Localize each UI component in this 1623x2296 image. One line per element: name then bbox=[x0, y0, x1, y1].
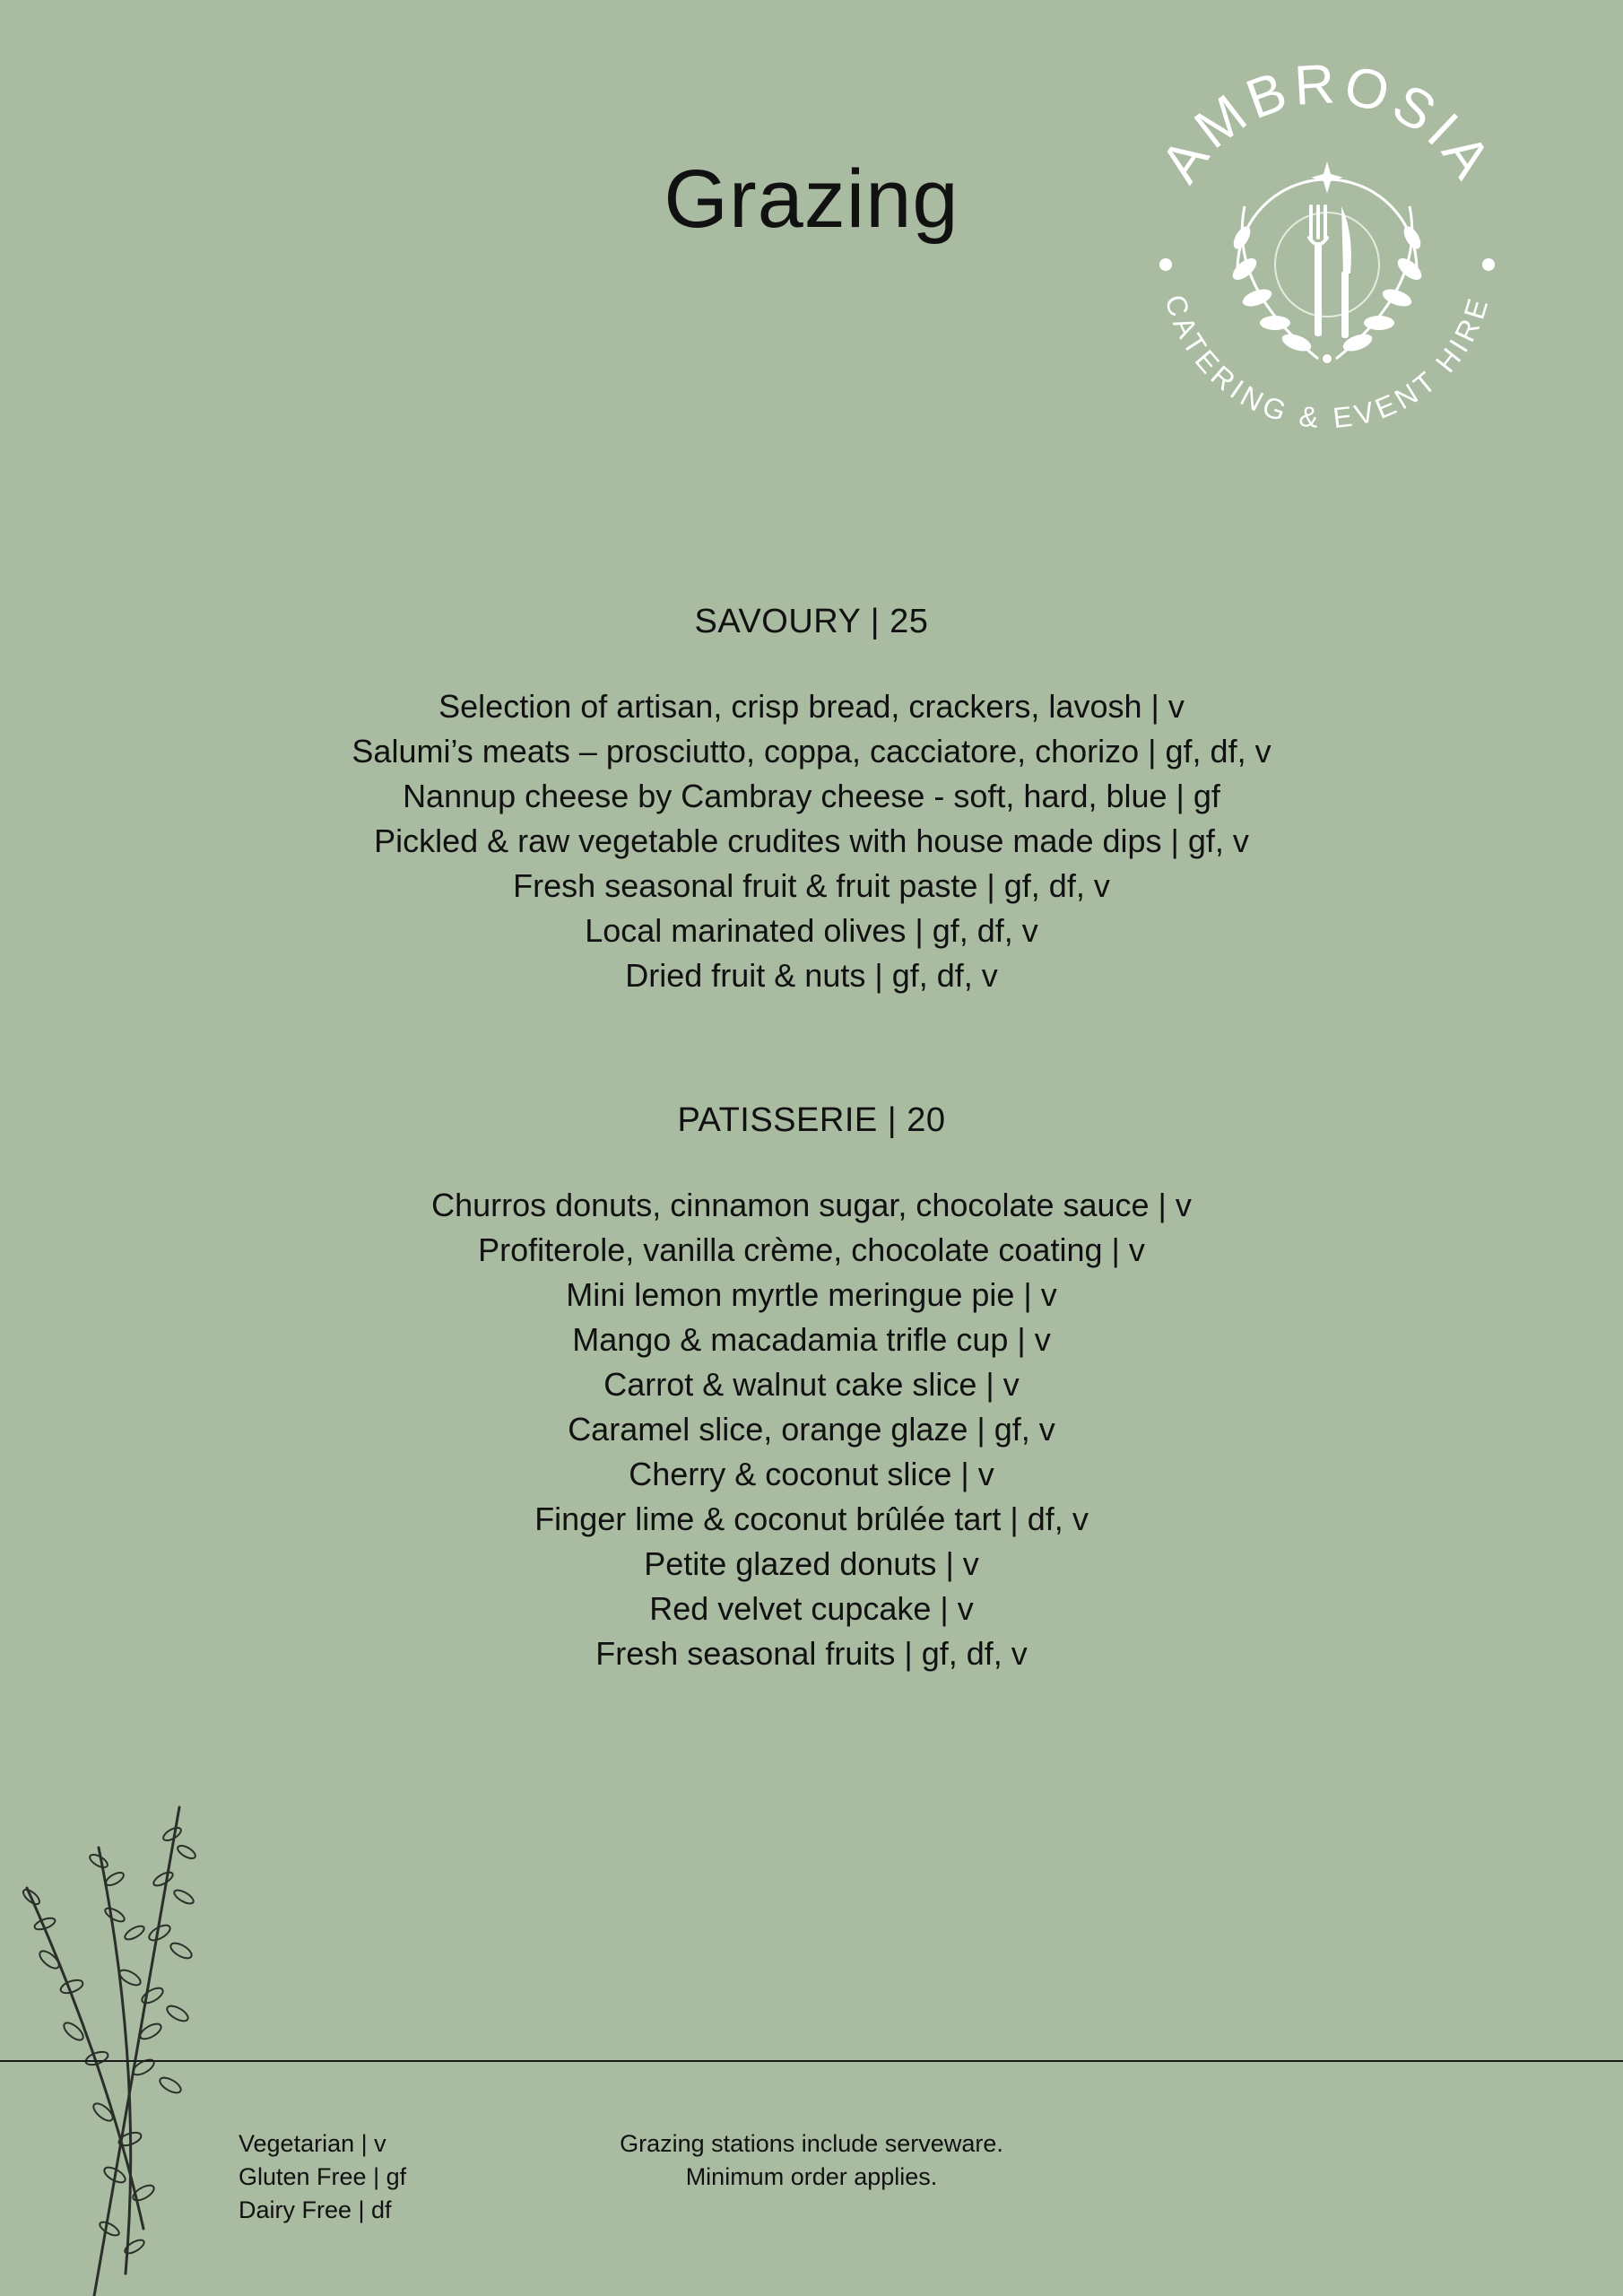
logo-tagline-text: CATERING & EVENT HIRE bbox=[1159, 291, 1496, 435]
menu-item: Dried fruit & nuts | gf, df, v bbox=[625, 957, 998, 994]
menu-list-savoury bbox=[0, 684, 1623, 998]
menu-item: Fresh seasonal fruits | gf, df, v bbox=[595, 1635, 1028, 1672]
menu-item: Churros donuts, cinnamon sugar, chocolate sauce | v bbox=[431, 1187, 1192, 1223]
menu-item: Finger lime & coconut brûlée tart | df, v bbox=[534, 1500, 1089, 1537]
section-savoury bbox=[0, 603, 1623, 998]
section-heading-patisserie: PATISSERIE | 20 bbox=[677, 1101, 946, 1139]
menu-item: Carrot & walnut cake slice | v bbox=[603, 1366, 1020, 1403]
menu-item: Selection of artisan, crisp bread, crackers, lavosh | v bbox=[438, 688, 1185, 725]
menu-item: Salumi’s meats – prosciutto, coppa, cacciatore, chorizo | gf, df, v bbox=[352, 733, 1271, 770]
note-line-minimum-order: Minimum order applies. bbox=[685, 2163, 938, 2190]
menu-item: Pickled & raw vegetable crudites with house made dips | gf, v bbox=[374, 822, 1249, 859]
legend-item-gluten-free: Gluten Free | gf bbox=[239, 2163, 407, 2190]
menu-item: Fresh seasonal fruit & fruit paste | gf, df, v bbox=[513, 867, 1110, 904]
menu-item: Mini lemon myrtle meringue pie | v bbox=[566, 1276, 1057, 1313]
footer-note bbox=[565, 2127, 1058, 2194]
menu-item: Caramel slice, orange glaze | gf, v bbox=[568, 1411, 1055, 1448]
page-title: Grazing bbox=[664, 153, 959, 245]
herb-sprig-icon bbox=[9, 1798, 224, 2296]
legend-item-vegetarian: Vegetarian | v bbox=[239, 2130, 386, 2157]
menu-item: Local marinated olives | gf, df, v bbox=[585, 912, 1038, 949]
menu-item: Profiterole, vanilla crème, chocolate coating | v bbox=[478, 1231, 1145, 1268]
menu-item: Mango & macadamia trifle cup | v bbox=[572, 1321, 1051, 1358]
logo-brand-text: AMBROSIA bbox=[1149, 63, 1506, 194]
note-line-serveware: Grazing stations include serveware. bbox=[620, 2130, 1003, 2157]
menu-list-patisserie bbox=[0, 1183, 1623, 1676]
menu-item: Petite glazed donuts | v bbox=[644, 1545, 979, 1582]
footer-divider bbox=[0, 2060, 1623, 2062]
section-patisserie bbox=[0, 1101, 1623, 1676]
menu-item: Cherry & coconut slice | v bbox=[629, 1456, 994, 1492]
menu-item: Red velvet cupcake | v bbox=[649, 1590, 974, 1627]
dietary-legend bbox=[239, 2127, 406, 2227]
section-heading-savoury: SAVOURY | 25 bbox=[694, 603, 929, 640]
legend-item-dairy-free: Dairy Free | df bbox=[239, 2196, 392, 2223]
menu-item: Nannup cheese by Cambray cheese - soft, hard, blue | gf bbox=[403, 778, 1220, 814]
ambrosia-logo bbox=[1139, 63, 1515, 457]
